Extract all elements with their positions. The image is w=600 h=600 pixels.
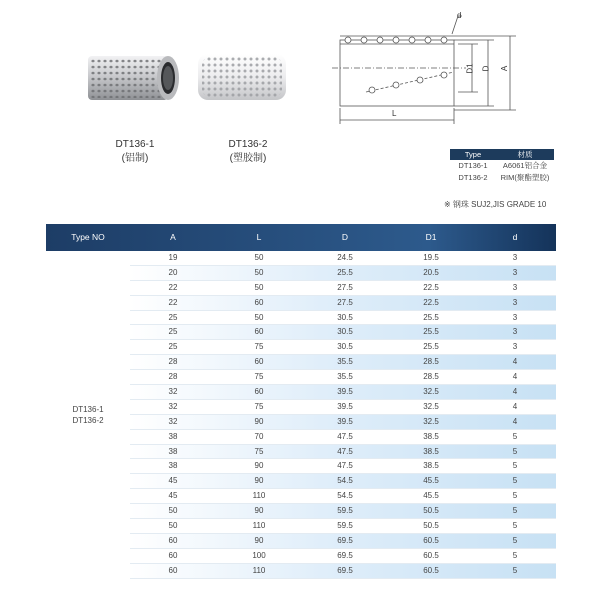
cell-D1: 50.5: [423, 521, 439, 531]
cell-A: 19: [168, 253, 178, 262]
cell-d: 4: [512, 372, 518, 382]
header-L: L: [256, 232, 262, 242]
type-cell: [46, 251, 130, 579]
material-table: [450, 149, 554, 184]
cell-D: 69.5: [337, 550, 353, 560]
table-row: [130, 504, 556, 519]
header-D1: D1: [425, 232, 437, 242]
cell-L: 75: [254, 446, 264, 456]
cell-d: 3: [512, 297, 518, 307]
cell-D1: 28.5: [423, 357, 439, 367]
cell-A: 20: [168, 267, 178, 277]
cell-L: 75: [254, 401, 264, 411]
cell-d: 5: [512, 461, 518, 471]
table-row: [130, 281, 556, 296]
spec-table-body: [46, 251, 556, 579]
cell-D1: 60.5: [423, 535, 439, 545]
cell-D1: 38.5: [423, 446, 439, 456]
header-A: A: [170, 232, 176, 242]
cell-D: 35.5: [337, 372, 353, 382]
cell-d: 5: [512, 476, 518, 486]
table-row: [130, 474, 556, 489]
table-row: [130, 370, 556, 385]
table-row: [130, 445, 556, 460]
cell-D1: 28.5: [423, 372, 439, 382]
cell-L: 60: [254, 297, 264, 307]
cell-d: 3: [512, 327, 518, 337]
cell-D: 39.5: [337, 401, 353, 411]
cell-D: 69.5: [337, 535, 353, 545]
cell-D1: 32.5: [423, 416, 439, 426]
cell-D: 59.5: [337, 521, 353, 531]
table-row: [130, 489, 556, 504]
header-material: 材质: [517, 150, 533, 159]
cell-D1: 25.5: [423, 342, 439, 352]
material-row: [450, 160, 554, 172]
table-row: [130, 340, 556, 355]
cell-d: 3: [512, 342, 518, 352]
cell-A: 38: [168, 446, 178, 456]
cell-L: 110: [252, 521, 266, 531]
cell-L: 60: [254, 327, 264, 337]
table-row: [130, 519, 556, 534]
cell-L: 50: [254, 312, 264, 322]
cell-D1: 38.5: [423, 461, 439, 471]
cell-d: 3: [512, 267, 518, 277]
cell-D: 24.5: [337, 253, 353, 262]
cell-D1: 60.5: [423, 550, 439, 560]
material-type: DT136-1: [458, 161, 488, 170]
header-type-no: Type NO: [71, 232, 105, 242]
cell-L: 75: [254, 372, 264, 382]
cell-L: 90: [254, 535, 264, 545]
cell-d: 5: [512, 521, 518, 531]
cell-D: 39.5: [337, 416, 353, 426]
cell-D: 30.5: [337, 312, 353, 322]
cell-d: 3: [512, 312, 518, 322]
cell-D1: 32.5: [423, 387, 439, 397]
cell-d: 5: [512, 550, 518, 560]
cell-A: 50: [168, 521, 178, 531]
cell-A: 32: [168, 401, 178, 411]
cell-A: 45: [168, 491, 178, 501]
dim-label-D1: D1: [465, 63, 475, 74]
cell-A: 32: [168, 416, 178, 426]
table-row: [130, 415, 556, 430]
header-type: Type: [464, 150, 482, 159]
material-type: DT136-2: [458, 173, 488, 182]
header-D: D: [341, 232, 349, 242]
dim-label-L: L: [392, 109, 397, 118]
cell-D1: 50.5: [423, 506, 439, 516]
cell-L: 90: [254, 416, 264, 426]
ball-spec-note: ※ 钢珠 SUJ2,JIS GRADE 10: [444, 200, 547, 209]
cell-L: 100: [252, 550, 266, 560]
product-caption-plastic: [218, 138, 278, 166]
product-material: (塑胶制): [229, 153, 267, 164]
material-table-header: [450, 149, 554, 160]
cell-d: 5: [512, 491, 518, 501]
cell-D: 30.5: [337, 342, 353, 352]
table-row: [130, 564, 556, 579]
cell-D1: 45.5: [423, 476, 439, 486]
cell-A: 22: [168, 282, 178, 292]
cell-D: 27.5: [337, 297, 353, 307]
spec-table: [46, 224, 556, 579]
cell-A: 25: [168, 312, 178, 322]
header-d: d: [512, 232, 518, 242]
cell-A: 45: [168, 476, 178, 486]
cell-d: 4: [512, 387, 518, 397]
cell-D: 69.5: [337, 565, 353, 575]
cell-D: 59.5: [337, 506, 353, 516]
cell-A: 28: [168, 357, 178, 367]
product-photo-plastic: [194, 50, 290, 104]
cell-D: 47.5: [337, 431, 353, 441]
cell-L: 50: [254, 267, 264, 277]
cell-D: 27.5: [337, 282, 353, 292]
cell-d: 4: [512, 416, 518, 426]
cell-A: 22: [168, 297, 178, 307]
cell-L: 90: [254, 476, 264, 486]
cell-D: 39.5: [337, 387, 353, 397]
cell-D: 35.5: [337, 357, 353, 367]
table-row: [130, 296, 556, 311]
material-name: A6061铝合金: [502, 161, 548, 170]
cell-L: 110: [252, 565, 266, 575]
cell-d: 3: [512, 282, 518, 292]
cell-D: 30.5: [337, 327, 353, 337]
cell-D1: 38.5: [423, 431, 439, 441]
cell-D1: 25.5: [423, 327, 439, 337]
cell-A: 38: [168, 431, 178, 441]
cell-D: 54.5: [337, 491, 353, 501]
product-code: DT136-1: [115, 139, 155, 150]
dim-label-A: A: [500, 65, 510, 72]
table-row: [130, 549, 556, 564]
cell-A: 60: [168, 535, 178, 545]
table-row: [130, 459, 556, 474]
cell-d: 5: [512, 565, 518, 575]
cell-A: 38: [168, 461, 178, 471]
cell-D1: 20.5: [423, 267, 439, 277]
cell-d: 5: [512, 431, 518, 441]
dim-label-d: d: [457, 11, 462, 20]
cell-D: 25.5: [337, 267, 353, 277]
cell-D: 47.5: [337, 461, 353, 471]
product-material: (铝制): [121, 153, 149, 164]
cell-L: 90: [254, 506, 264, 516]
technical-drawing: [326, 6, 536, 128]
dim-label-D: D: [481, 65, 491, 72]
cell-A: 50: [168, 506, 178, 516]
cell-L: 75: [254, 342, 264, 352]
spec-table-header: [46, 224, 556, 251]
cell-d: 3: [512, 253, 518, 262]
spec-table-rows: [130, 251, 556, 579]
cell-d: 4: [512, 357, 518, 367]
cell-A: 32: [168, 387, 178, 397]
type-line: DT136-2: [72, 415, 104, 425]
table-row: [130, 251, 556, 266]
table-row: [130, 385, 556, 400]
cell-A: 25: [168, 342, 178, 352]
type-line: DT136-1: [72, 404, 104, 414]
cell-A: 60: [168, 565, 178, 575]
cell-L: 60: [254, 357, 264, 367]
table-row: [130, 266, 556, 281]
cell-L: 70: [254, 431, 264, 441]
cell-L: 110: [252, 491, 266, 501]
material-row: [450, 172, 554, 184]
cell-D: 54.5: [337, 476, 353, 486]
cell-A: 60: [168, 550, 178, 560]
cell-L: 50: [254, 282, 264, 292]
product-code: DT136-2: [228, 139, 268, 150]
product-caption-aluminium: [100, 138, 170, 166]
product-photo-aluminium: [84, 52, 182, 104]
cell-D1: 22.5: [423, 282, 439, 292]
cell-A: 28: [168, 372, 178, 382]
cell-d: 5: [512, 506, 518, 516]
table-row: [130, 400, 556, 415]
table-row: [130, 355, 556, 370]
cell-D1: 22.5: [423, 297, 439, 307]
cell-D1: 45.5: [423, 491, 439, 501]
cell-d: 5: [512, 535, 518, 545]
material-name: RIM(聚酯塑胶): [500, 173, 550, 182]
cell-D1: 60.5: [423, 565, 439, 575]
table-row: [130, 311, 556, 326]
cell-d: 5: [512, 446, 518, 456]
table-row: [130, 534, 556, 549]
cell-d: 4: [512, 401, 518, 411]
cell-D: 47.5: [337, 446, 353, 456]
cell-A: 25: [168, 327, 178, 337]
cell-D1: 32.5: [423, 401, 439, 411]
cell-D1: 25.5: [423, 312, 439, 322]
cell-L: 90: [254, 461, 264, 471]
cell-L: 50: [254, 253, 264, 262]
cell-L: 60: [254, 387, 264, 397]
table-row: [130, 325, 556, 340]
cell-D1: 19.5: [423, 253, 439, 262]
table-row: [130, 430, 556, 445]
